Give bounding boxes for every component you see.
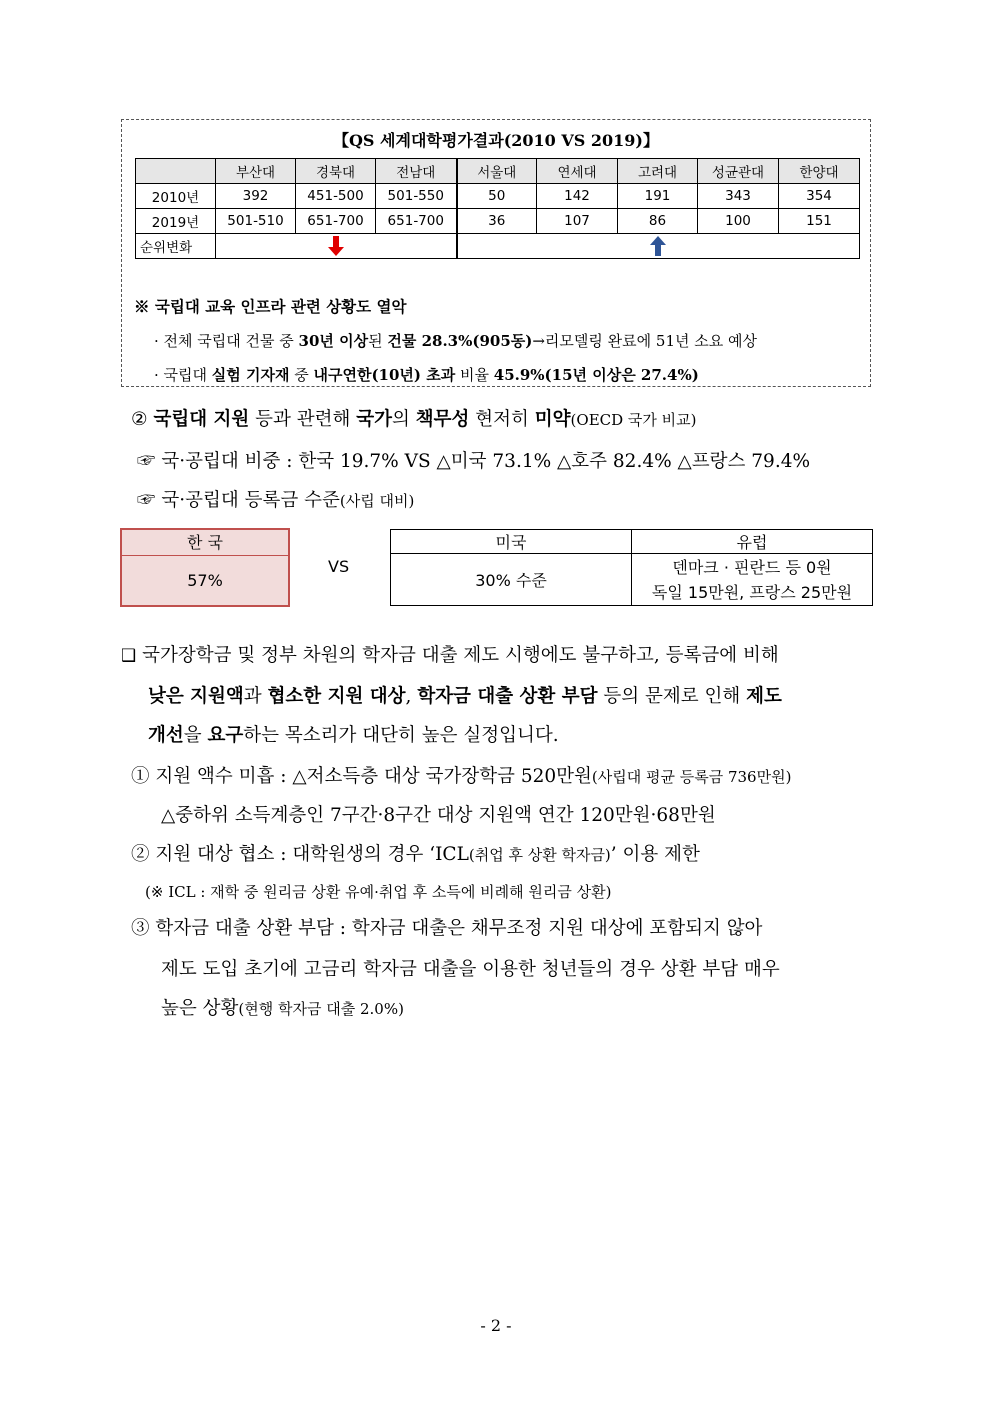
us-header: 미국 bbox=[391, 530, 632, 554]
main-paragraph-line-1: ❑ 국가장학금 및 정부 차원의 학자금 대출 제도 시행에도 불구하고, 등록금에 비해 bbox=[121, 645, 779, 666]
qs-col-header: 전남대 bbox=[376, 159, 457, 184]
section-2-heading: ② 국립대 지원 등과 관련해 국가의 책무성 현저히 미약(OECD 국가 비교) bbox=[131, 409, 697, 430]
korea-tuition-box bbox=[120, 528, 290, 607]
qs-col-header: 한양대 bbox=[779, 159, 860, 184]
qs-col-header: 성균관대 bbox=[698, 159, 779, 184]
vs-label: VS bbox=[328, 557, 350, 576]
table-cell: 191 bbox=[618, 184, 698, 209]
icl-note: (※ ICL : 재학 중 원리금 상환 유예·취업 후 소득에 비례해 원리금 상환) bbox=[145, 883, 612, 901]
main-paragraph-line-2: 낮은 지원액과 협소한 지원 대상, 학자금 대출 상환 부담 등의 문제로 인해 제도 bbox=[148, 686, 782, 707]
tuition-level-heading: ☞ 국·공립대 등록금 수준(사립 대비) bbox=[137, 490, 415, 511]
table-cell: 651-700 bbox=[296, 209, 376, 234]
qs-col-header: 고려대 bbox=[618, 159, 698, 184]
page-number: - 2 - bbox=[480, 1316, 512, 1335]
korea-value: 57% bbox=[187, 571, 223, 590]
table-cell: 354 bbox=[779, 184, 860, 209]
main-paragraph-line-3: 개선을 요구하는 목소리가 대단히 높은 실정입니다. bbox=[148, 725, 559, 746]
table-row bbox=[136, 234, 860, 259]
table-cell: 392 bbox=[216, 184, 296, 209]
europe-value-line: 독일 15만원, 프랑스 25만원 bbox=[651, 582, 853, 602]
infra-bullet-equipment: · 국립대 실험 기자재 중 내구연한(10년) 초과 비율 45.9%(15년 이상은 27.4%) bbox=[154, 366, 699, 384]
item-3-line-2: 제도 도입 초기에 고금리 학자금 대출을 이용한 청년들의 경우 상환 부담 매우 bbox=[161, 959, 780, 980]
table-cell: 50 bbox=[457, 184, 537, 209]
qs-title: 【QS 세계대학평가결과(2010 VS 2019)】 bbox=[332, 131, 660, 150]
us-europe-table bbox=[390, 529, 873, 606]
qs-col-header bbox=[136, 159, 216, 184]
table-cell: 151 bbox=[779, 209, 860, 234]
qs-ranking-box bbox=[121, 119, 871, 387]
infra-note-title: ※ 국립대 교육 인프라 관련 상황도 열악 bbox=[134, 297, 407, 316]
private-rank-change-cell bbox=[457, 234, 860, 259]
table-cell: 343 bbox=[698, 184, 779, 209]
us-value: 30% 수준 bbox=[391, 554, 632, 606]
item-1-line-2: △중하위 소득계층인 7구간·8구간 대상 지원액 연간 120만원·68만원 bbox=[161, 805, 716, 826]
table-cell: 86 bbox=[618, 209, 698, 234]
table-cell: 100 bbox=[698, 209, 779, 234]
item-1-line-1: ① 지원 액수 미흡 : △저소득층 대상 국가장학금 520만원(사립대 평균 등록금 736만원) bbox=[131, 766, 792, 787]
row-label: 2019년 bbox=[136, 209, 216, 234]
table-cell: 501-550 bbox=[376, 184, 457, 209]
row-label: 2010년 bbox=[136, 184, 216, 209]
table-row bbox=[136, 184, 860, 209]
qs-col-header: 연세대 bbox=[537, 159, 618, 184]
national-rank-change-cell bbox=[216, 234, 457, 259]
europe-header: 유럽 bbox=[632, 530, 873, 554]
item-3-line-1: ③ 학자금 대출 상환 부담 : 학자금 대출은 채무조정 지원 대상에 포함되지 않아 bbox=[131, 918, 763, 939]
row-label: 순위변화 bbox=[136, 234, 216, 259]
table-cell: 142 bbox=[537, 184, 618, 209]
qs-col-header: 서울대 bbox=[457, 159, 537, 184]
table-cell: 501-510 bbox=[216, 209, 296, 234]
item-3-line-3: 높은 상황(현행 학자금 대출 2.0%) bbox=[161, 998, 404, 1019]
public-university-share: ☞ 국·공립대 비중 : 한국 19.7% VS △미국 73.1% △호주 82.4% △프랑스 79.4% bbox=[137, 451, 811, 472]
arrow-down-icon bbox=[328, 236, 344, 256]
korea-header: 한 국 bbox=[122, 530, 288, 556]
qs-col-header: 경북대 bbox=[296, 159, 376, 184]
table-row bbox=[136, 209, 860, 234]
table-cell: 107 bbox=[537, 209, 618, 234]
table-cell: 451-500 bbox=[296, 184, 376, 209]
qs-header-row bbox=[136, 159, 860, 184]
qs-table bbox=[135, 158, 860, 259]
europe-value bbox=[632, 554, 873, 606]
square-bullet-icon: ❑ bbox=[121, 646, 137, 666]
table-cell: 36 bbox=[457, 209, 537, 234]
infra-bullet-buildings: · 전체 국립대 건물 중 30년 이상된 건물 28.3%(905동)→리모델링 완료에 51년 소요 예상 bbox=[154, 332, 757, 350]
qs-col-header: 부산대 bbox=[216, 159, 296, 184]
arrow-up-icon bbox=[650, 236, 666, 256]
europe-value-line: 덴마크 · 핀란드 등 0원 bbox=[672, 557, 832, 577]
item-2: ② 지원 대상 협소 : 대학원생의 경우 ‘ICL(취업 후 상환 학자금)’ 이용 제한 bbox=[131, 844, 700, 865]
table-cell: 651-700 bbox=[376, 209, 457, 234]
